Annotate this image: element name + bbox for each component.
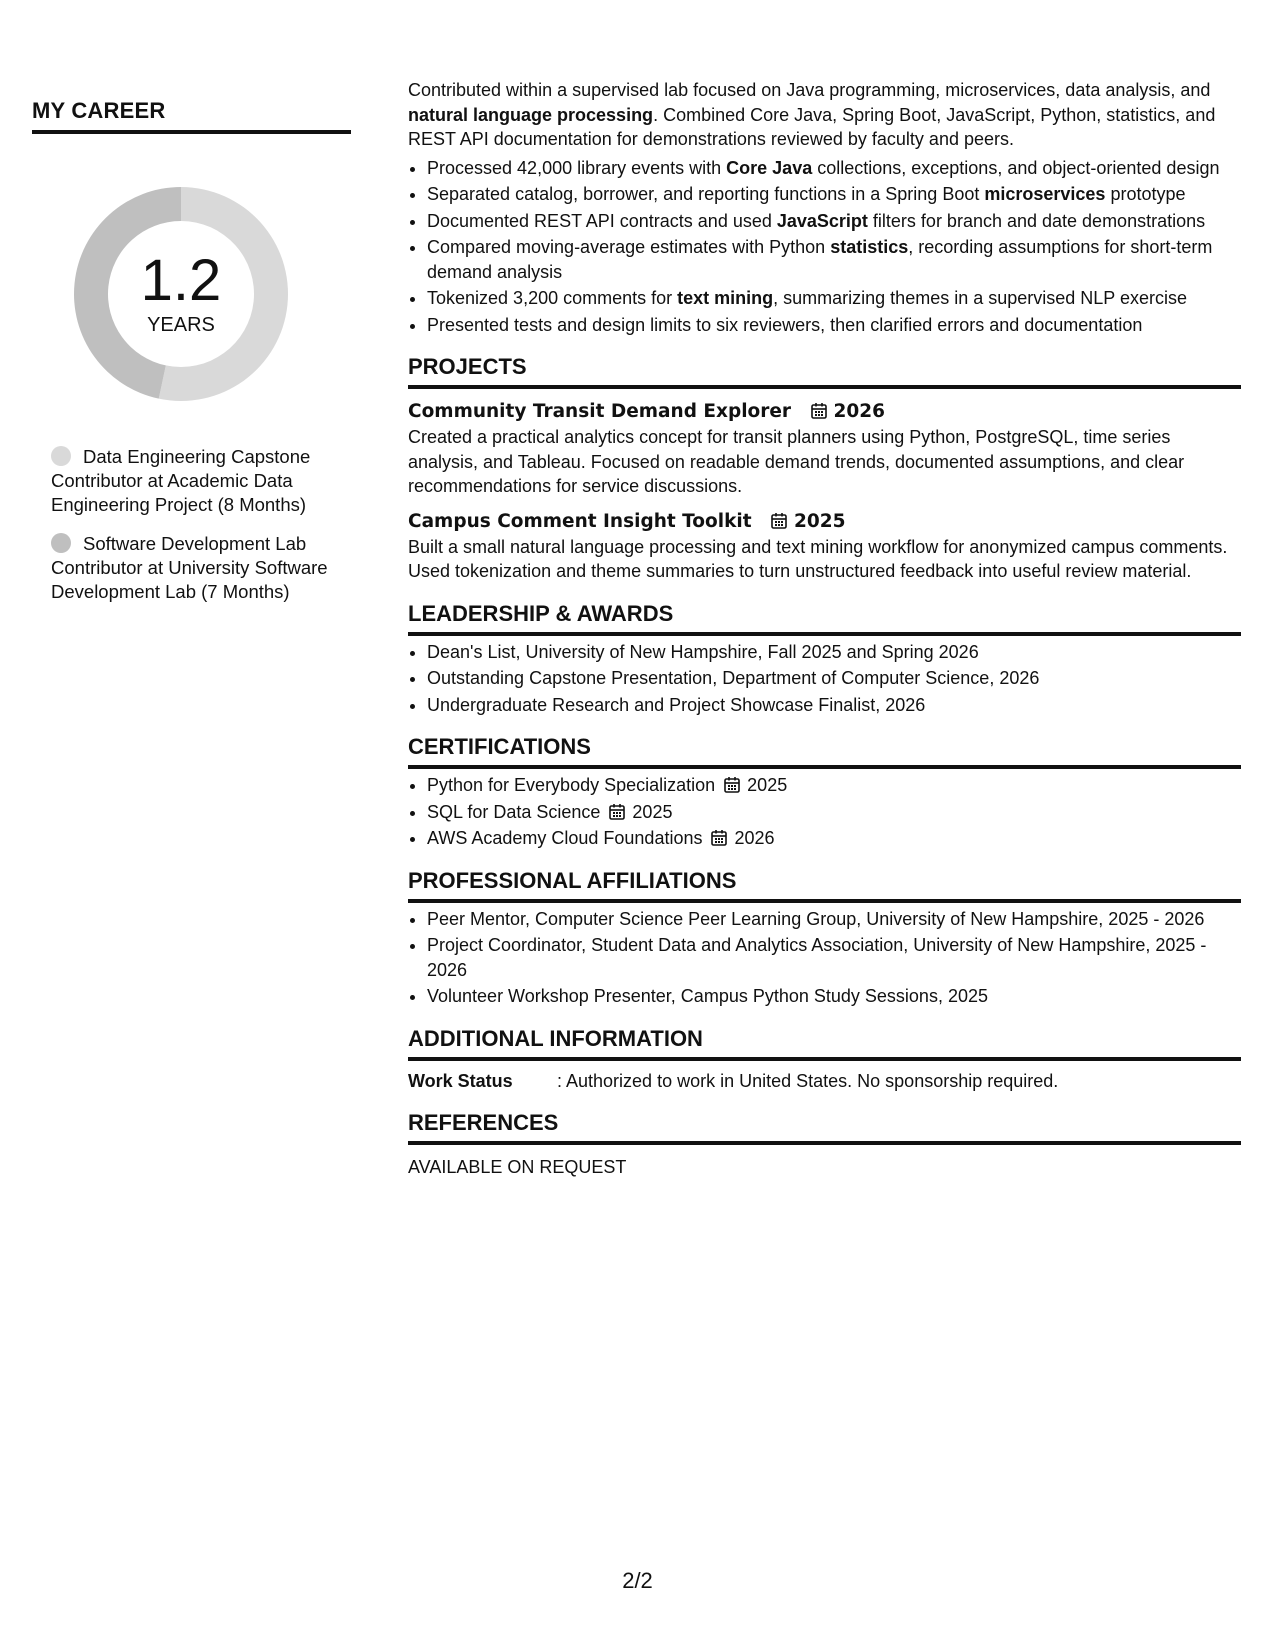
certification-name: SQL for Data Science [427,801,601,822]
text-run: Processed 42,000 library events with [427,157,727,178]
bold-keyword: natural language processing [408,104,654,125]
certifications-list [408,773,1241,851]
work-status-row [408,1069,1241,1094]
bold-keyword: microservices [984,184,1106,204]
certification-item [427,800,1241,825]
experience-bullet [427,286,1241,311]
awards-heading: LEADERSHIP & AWARDS [408,600,1241,636]
career-item [51,445,351,517]
donut-years-value: 1.2 [140,247,222,313]
calendar-icon [608,803,626,821]
references-heading: REFERENCES [408,1109,1241,1145]
calendar-icon [810,402,828,420]
awards-list [408,640,1241,718]
projects-heading: PROJECTS [408,353,1241,389]
legend-dot-icon [51,446,71,466]
certification-item [427,773,1241,798]
references-text: AVAILABLE ON REQUEST [408,1157,627,1177]
text-run: prototype [1105,184,1186,204]
award-item: • Outstanding Capstone Presentation, Department of Computer Science, 2026 [427,666,1241,691]
calendar-icon [770,512,788,530]
text-run: Contributed within a supervised lab focused on Java programming, microservices, data analysis, and [408,80,1211,100]
bold-keyword: text mining [677,288,774,308]
text-run: . Combined Core Java, Spring Boot, JavaScript, Python, statistics, and REST API documentation for demonstrations reviewed by faculty and peers. [408,104,1216,149]
career-item-text: Software Development Lab Contributor at University Software Development Lab (7 Months) [51,533,328,602]
award-item: • Dean's List, University of New Hampshire, Fall 2025 and Spring 2026 [427,640,1241,665]
project-year: 2026 [833,401,885,422]
project-year: 2025 [794,510,846,532]
donut-center [66,179,296,409]
project-name: Campus Comment Insight Toolkit [408,510,752,532]
certification-name: AWS Academy Cloud Foundations [427,828,703,848]
bold-keyword: statistics [830,237,909,257]
affiliations-list [408,907,1241,1009]
certification-year: 2025 [632,801,673,822]
donut-years-unit: YEARS [147,313,215,336]
project-description: Built a small natural language processing and text mining workflow for anonymized campus comments. Used tokenization and theme summaries to turn unstructured feedback into useful review material. [408,536,1228,581]
experience-summary [408,78,1241,152]
experience-bullet [427,235,1241,284]
certification-item [427,826,1241,851]
career-donut-chart [66,179,296,409]
experience-bullet [427,209,1241,234]
text-run: Separated catalog, borrower, and reporting functions in a Spring Boot [427,184,985,204]
experience-bullet [427,182,1241,207]
affiliation-item: • Volunteer Workshop Presenter, Campus Python Study Sessions, 2025 [427,984,1241,1009]
project-name: Community Transit Demand Explorer [408,401,792,422]
certifications-heading: CERTIFICATIONS [408,733,1241,769]
project-header [408,399,1241,425]
text-run: Tokenized 3,200 comments for [427,288,678,308]
career-item-text: Data Engineering Capstone Contributor at Academic Data Engineering Project (8 Months) [51,446,311,515]
experience-bullet [427,313,1241,338]
career-heading: MY CAREER [32,98,351,134]
affiliation-item: • Project Coordinator, Student Data and Analytics Association, University of New Hampshire, 2025 - 2026 [427,933,1241,982]
experience-bullets [408,156,1241,338]
additional-info-heading: ADDITIONAL INFORMATION [408,1025,1241,1061]
bold-keyword: JavaScript [776,210,868,231]
career-item [51,532,351,604]
career-list [32,445,351,604]
affiliations-heading: PROFESSIONAL AFFILIATIONS [408,867,1241,903]
project-entry [408,509,1241,584]
experience-bullet [427,156,1241,181]
bold-keyword: Core Java [726,157,813,178]
project-entry [408,399,1241,499]
calendar-icon [710,829,728,847]
legend-dot-icon [51,533,71,553]
text-run: Presented tests and design limits to six reviewers, then clarified errors and documentation [427,314,1143,335]
text-run: filters for branch and date demonstrations [867,210,1206,231]
work-status-label: Work Status [408,1070,513,1091]
career-sidebar [32,98,351,619]
affiliation-item: • Peer Mentor, Computer Science Peer Learning Group, University of New Hampshire, 2025 - 2026 [427,907,1241,932]
award-item: • Undergraduate Research and Project Showcase Finalist, 2026 [427,693,1241,718]
text-run: , recording assumptions for short-term demand analysis [427,237,1213,282]
certification-year: 2026 [734,828,775,848]
text-run: Documented REST API contracts and used [427,210,777,231]
text-run: collections, exceptions, and object-oriented design [812,157,1220,178]
project-description: Created a practical analytics concept for transit planners using Python, PostgreSQL, time series analysis, and Tableau. Focused on readable demand trends, documented assumptions, and clear recommendations for service discussions. [408,427,1185,496]
main-content [408,78,1241,1180]
project-header [408,509,1241,535]
certification-name: Python for Everybody Specialization [427,775,716,795]
calendar-icon [723,776,741,794]
page-number: 2/2 [622,1568,653,1593]
text-run: , summarizing themes in a supervised NLP exercise [773,288,1187,308]
certification-year: 2025 [747,775,788,795]
text-run: Compared moving-average estimates with Python [427,237,831,257]
work-status-value: : Authorized to work in United States. No sponsorship required. [557,1070,1059,1091]
